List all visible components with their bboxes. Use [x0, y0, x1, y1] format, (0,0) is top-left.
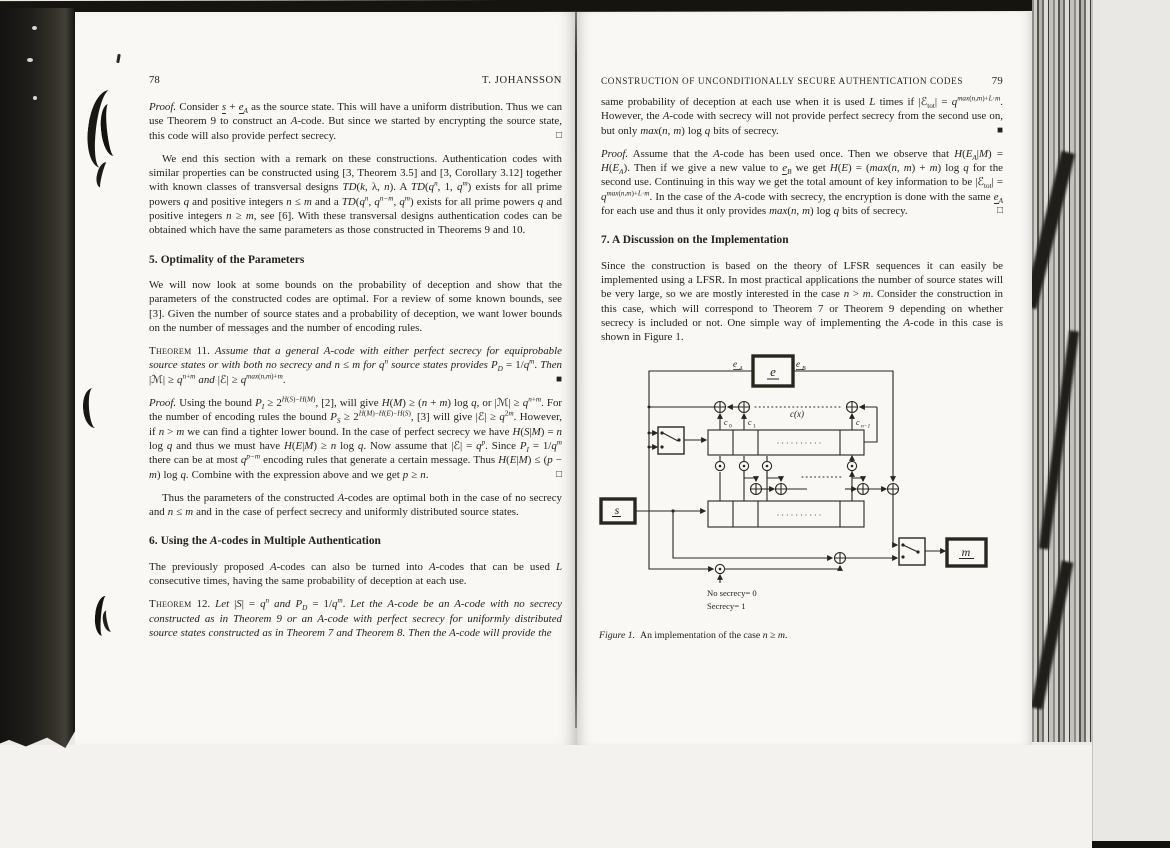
key-box-label: e: [770, 364, 776, 379]
xor-cross: [739, 402, 749, 412]
scan-speck: [32, 26, 37, 30]
register-ellipsis: · · · · · · · · · ·: [776, 511, 822, 520]
output-switch-box: [899, 538, 925, 565]
xor-cross: [847, 402, 857, 412]
source-box-label: s: [614, 503, 620, 517]
page-number: 78: [149, 74, 160, 86]
paragraph-multiple-intro: The previously proposed A-codes can also be turned into A-codes that can be used L consecutive times, having the same probability of deception at each use.: [149, 560, 562, 588]
scan-left-band: [0, 8, 76, 748]
key-right-line: [793, 371, 893, 481]
paragraph-theorem-12: Theorem 12. Let $|S| = q^n$ and $P_D = 1/q^m$. Let the A-code be an A-code with no secrecy constructed as in Theorem 9 or an A-code with perfect secrecy for uniformly distributed source states constructed as in Theorem 7 and Theorem 8. Then the A-code will provide the: [149, 596, 562, 639]
register-ellipsis: · · · · · · · · · ·: [776, 439, 822, 448]
qed-filled-square: ■: [555, 373, 562, 385]
tap-1-sub: 1: [753, 423, 756, 430]
fore-edge-streak: [1039, 330, 1080, 549]
section-7-heading: 7. A Discussion on the Implementation: [601, 234, 789, 247]
key-left-line: [649, 371, 753, 569]
figure-1: [597, 342, 1017, 620]
mult-to-xor-line: [852, 471, 863, 481]
polynomial-label: c(x): [790, 409, 804, 419]
multiplier-to-top-lines: [720, 456, 852, 461]
paragraph-implementation: Since the construction is based on the theory of LFSR sequences it can easily be implemented using a LFSR. In most practical applications the number of source states will be very large, so we are mostly interested in the case n > m. Consider the construction in this case, which will correspond to Theorem 7 or Theorem 9 depending on whether secrecy is included or not. One simple way of implementing the A-code in this case is shown in Figure 1.: [601, 259, 1004, 344]
mult-to-xor-line: [767, 471, 781, 481]
left-page: [75, 12, 577, 745]
ink-smudge: [116, 54, 121, 63]
secrecy-output-line: [725, 566, 840, 569]
scan-right-margin: [1092, 0, 1170, 848]
page-number: 79: [991, 75, 1003, 87]
fore-edge-streak: [1031, 560, 1074, 709]
xor-cross: [715, 402, 725, 412]
figure-1-diagram: [597, 342, 1017, 620]
switch-lever: [663, 433, 678, 441]
paragraph-proof-theorem-11: Proof. Using the bound $P_I \ge 2^{H(S)-H(M)}$, [2], will give H(M) ≥ (n + m) log q, or |ℳ| ≥ $q^{n+m}$. For the number of encoding rules the bound $P_S \ge 2^{H(M)-H(E)-H(S)}$, [3] will give |ℰ| ≥ $q^{2m}$. However, if n > m we can find a tighter lower bound. In the case of perfect secrecy we have H(S|M) = n log q and thus we must have H(E|M) ≥ n log q. Now assume that |ℰ| = $q^p$. Since $P_I = 1/q^m$ there can be at most $q^{p-m}$ encoding rules that generate a certain message. Thus H(E|M) ≤ (p − m) log q. Combine with the expression above and we get p ≥ n. □: [149, 395, 563, 481]
book-fore-edge: [1032, 0, 1092, 742]
key-b-sub: B: [802, 366, 806, 372]
scan-speck: [33, 96, 37, 100]
key-a-label: e: [733, 359, 737, 369]
section-6-heading: 6. Using the A-codes in Multiple Authentication: [149, 535, 381, 548]
tap-0-label: c: [724, 418, 728, 427]
scan-speck: [27, 58, 33, 62]
author-running-head: T. JOHANSSON: [482, 75, 562, 86]
qed-filled-square: ■: [996, 124, 1003, 136]
scan-bottom-right-band: [1092, 841, 1170, 848]
right-running-head: [601, 75, 1003, 87]
scan-background-bottom: [0, 745, 1092, 848]
paragraph-proof-theorem-12: Proof. Assume that the A-code has been used once. Then we observe that $H(E_A|M) = H(E_A)$. Then if we give a new value to $e_B$ we get H(E) = (max(n, m) + m) log q for the second use. Continuing in this way we get the total amount of key information to be |ℰ$_{tot}$| = $q^{max(n,m)+L\cdot m}$. In the case of the A-code with secrecy, the encryption is done with the same $e_A$ for each use and thus it only provides max(n, m) log q bits of secrecy. □: [601, 147, 1003, 218]
figure-1-caption: Figure 1. An implementation of the case n ≥ m.: [599, 630, 788, 641]
tap-n-sub: n−1: [861, 423, 871, 430]
xor-cross: [888, 484, 898, 494]
no-secrecy-label: No secrecy= 0: [707, 588, 757, 598]
right-page: [577, 12, 1032, 745]
message-upper-line: [893, 495, 897, 545]
key-a-sub: A: [739, 366, 743, 372]
paragraph-theorem-12-continued: same probability of deception at each use when it is used L times if |ℰ$_{tot}$| = $q^{max(n,m)+L\cdot m}$. However, the A-code with secrecy will not provide perfect secrecy from the second use on, but only max(n, m) log q bits of secrecy. ■: [601, 94, 1004, 137]
qed-open-square: □: [555, 129, 562, 141]
switch-lever: [903, 545, 918, 552]
left-running-head: [149, 74, 562, 86]
qed-open-square: □: [555, 468, 562, 480]
qed-open-square: □: [996, 205, 1003, 217]
xor-cross: [776, 484, 786, 494]
tap-0-sub: 0: [729, 423, 732, 430]
paragraph-remark: We end this section with a remark on these constructions. Authentication codes with similar properties can be constructed using [3, Theorem 3.5] and [3, Corollary 3.12] together with known classes of transversal designs TD(k, λ, n). A $TD(q^n$, 1, $q^m$) exists for all prime powers q and positive integers n ≤ m and a $TD(q^n$, $q^{n-m}$, $q^m$) exists for all prime powers q and positive integers n ≥ m, see [6]. With these transversal designs authentication codes can be obtained which have the same parameters as those constructed in Theorems 9 and 10.: [149, 152, 563, 237]
ink-smudge: [82, 387, 107, 428]
xor-cross: [835, 553, 845, 563]
mult-to-xor-line: [744, 471, 756, 481]
secrecy-label: Secrecy= 1: [707, 601, 746, 611]
tap-1-label: c: [748, 418, 752, 427]
xor-cross: [858, 484, 868, 494]
message-box-label: m: [961, 545, 971, 559]
right-text-column: [601, 95, 1003, 353]
section-5-heading: 5. Optimality of the Parameters: [149, 253, 305, 266]
tap-n-label: c: [856, 418, 860, 427]
key-b-label: e: [796, 359, 800, 369]
paragraph-optimality-remark: Thus the parameters of the constructed A-codes are optimal both in the case of no secrecy and n ≤ m and in the case of perfect secrecy and uniformly distributed source states.: [149, 491, 562, 519]
paragraph-theorem-11: Theorem 11. Assume that a general A-code with either perfect secrecy for equiprobable source states or with both no secrecy and n ≤ m for $q^n$ source states provides $P_D = 1/q^m$. Then |ℳ| ≥ $q^{n+m}$ and |ℰ| ≥ $q^{max(n,m)+m}$. ■: [149, 345, 562, 386]
xor-cross: [751, 484, 761, 494]
title-running-head: CONSTRUCTION OF UNCONDITIONALLY SECURE AUTHENTICATION CODES: [601, 76, 964, 86]
paragraph-bounds-intro: We will now look at some bounds on the probability of deception and show that the parameters of the constructed codes are optimal. For a review of some known bounds, see [3]. Given the number of source states and a probability of deception, we want lower bounds on the number of messages and the number of encoding rules.: [149, 278, 562, 334]
left-text-column: [149, 100, 562, 649]
paragraph-proof-theorem-10: Proof. Consider $s + e_A$ as the source state. This will have a uniform distribution. Thus we can use Theorem 9 to construct an A-code. But since we started by encrypting the source state, this code will also provide perfect secrecy. □: [149, 101, 563, 142]
